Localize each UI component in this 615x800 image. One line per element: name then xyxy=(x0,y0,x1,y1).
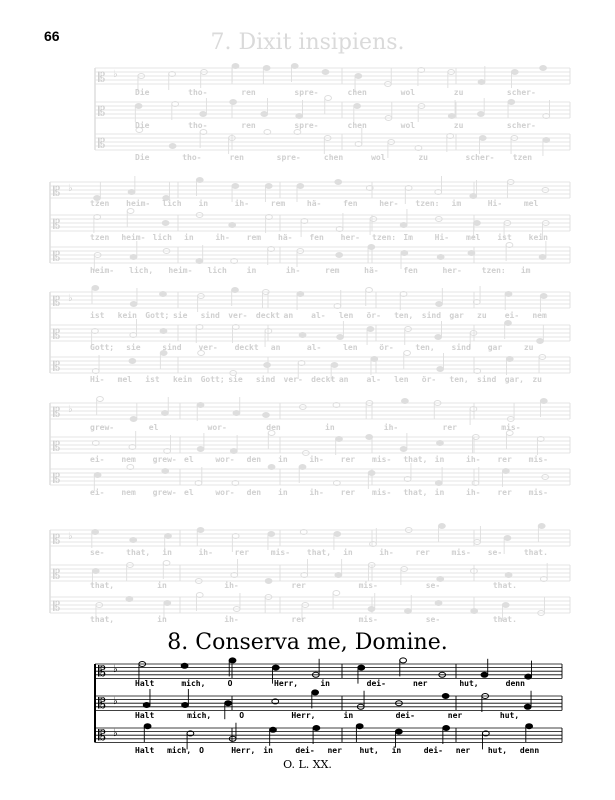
lyric-syllable: tzen: xyxy=(372,233,397,242)
lyric-syllable: mis- xyxy=(528,488,548,497)
lyric-syllable: tzen xyxy=(512,153,533,162)
lyric-syllable: rer xyxy=(340,455,356,464)
lyric-syllable: rer xyxy=(340,488,356,497)
lyric-syllable: sie xyxy=(228,375,243,384)
lyric-syllable: ih- xyxy=(309,488,324,497)
lyric-syllable: Halt xyxy=(135,711,155,720)
note-head xyxy=(395,729,402,734)
lyric-syllable: spre- xyxy=(276,153,301,162)
lyric-syllable: sie xyxy=(126,343,141,352)
lyric-syllable: ner xyxy=(327,746,342,755)
lyric-syllable: that. xyxy=(492,615,517,624)
lyric-syllable: mis- xyxy=(501,423,521,432)
lyric-syllable: tzen: xyxy=(415,199,440,208)
lyric-syllable: in xyxy=(263,746,273,755)
lyric-syllable: in xyxy=(278,455,288,464)
lyric-syllable: Im xyxy=(403,233,413,242)
lyric-syllable: in xyxy=(184,233,194,242)
lyric-syllable: len xyxy=(394,375,409,384)
lyric-syllable: Halt xyxy=(135,679,155,688)
lyric-syllable: her- xyxy=(340,233,360,242)
c-clef-icon: 𝄡 xyxy=(53,567,61,583)
lyric-syllable: ih- xyxy=(215,233,230,242)
lyric-syllable: that, xyxy=(306,548,332,557)
lyric-syllable: ren xyxy=(241,121,256,130)
lyric-syllable: sind xyxy=(451,343,471,352)
note-head xyxy=(225,701,232,706)
flat-key-icon: ♭ xyxy=(68,530,73,542)
lyric-syllable: se- xyxy=(425,615,441,624)
lyric-syllable: ist xyxy=(145,375,160,384)
lyric-syllable: sind xyxy=(200,311,220,320)
lyric-syllable: ver- xyxy=(198,343,218,352)
lyric-syllable: ih- xyxy=(309,455,324,464)
lyric-syllable: rer xyxy=(291,615,306,624)
note-head xyxy=(443,726,450,731)
c-clef-icon: 𝄡 xyxy=(98,664,106,681)
lyric-syllable: wol xyxy=(371,153,386,162)
lyric-syllable: ih- xyxy=(224,615,239,624)
lyric-syllable: sind xyxy=(421,311,442,320)
lyric-syllable: mis- xyxy=(528,455,548,464)
lyric-syllable: that. xyxy=(523,548,548,557)
lyric-syllable: rem xyxy=(325,266,340,275)
lyric-syllable: Die xyxy=(135,121,150,130)
lyric-syllable: lich xyxy=(152,233,172,242)
c-clef-icon: 𝄡 xyxy=(53,471,61,487)
lyric-syllable: denn xyxy=(505,679,525,688)
c-clef-icon: 𝄡 xyxy=(53,532,61,548)
lyric-syllable: grew- xyxy=(152,455,177,464)
note-head xyxy=(356,724,363,729)
lyric-syllable: zu xyxy=(453,121,464,130)
lyric-syllable: mich, xyxy=(187,711,212,720)
lyric-syllable: rem xyxy=(246,233,262,242)
lyric-syllable: mis- xyxy=(451,548,471,557)
lyric-syllable: mis- xyxy=(270,548,291,557)
lyric-syllable: tho- xyxy=(188,121,208,130)
lyric-syllable: grew- xyxy=(90,423,115,432)
c-clef-icon: 𝄡 xyxy=(98,728,106,745)
piece-8-title: 8. Conserva me, Domine. xyxy=(167,630,448,655)
c-clef-icon: 𝄡 xyxy=(98,136,106,152)
lyric-syllable: dei- xyxy=(295,746,315,755)
lyric-syllable: ei- xyxy=(504,311,520,320)
lyric-syllable: mich, xyxy=(181,679,206,688)
lyric-syllable: zu xyxy=(523,343,534,352)
lyric-syllable: el xyxy=(184,455,194,464)
lyric-syllable: fen xyxy=(403,266,418,275)
lyric-syllable: den xyxy=(246,455,262,464)
lyric-syllable: hä- xyxy=(306,199,322,208)
lyric-syllable: tho- xyxy=(188,88,208,97)
lyric-syllable: Hi- xyxy=(434,233,450,242)
lyric-syllable: spre- xyxy=(294,88,319,97)
lyric-syllable: deckt xyxy=(311,375,336,384)
flat-key-icon: ♭ xyxy=(113,68,118,80)
lyric-syllable: wol xyxy=(400,88,416,97)
lyric-syllable: O xyxy=(227,679,233,688)
lyric-syllable: O xyxy=(199,746,204,755)
lyric-syllable: al- xyxy=(306,343,322,352)
lyric-syllable: in xyxy=(320,679,330,688)
lyric-syllable: Die xyxy=(135,88,150,97)
lyric-syllable: her- xyxy=(442,266,462,275)
lyric-syllable: hut, xyxy=(359,746,379,755)
c-clef-icon: 𝄡 xyxy=(53,327,61,343)
lyric-syllable: zu xyxy=(532,375,542,384)
lyric-syllable: chen xyxy=(347,121,367,130)
lyric-syllable: kein xyxy=(528,233,548,242)
lyric-syllable: that, xyxy=(403,488,428,497)
lyric-syllable: fen xyxy=(343,199,358,208)
lyric-syllable: zu xyxy=(453,88,464,97)
lyric-syllable: ör- xyxy=(366,311,381,320)
lyric-syllable: ist xyxy=(90,311,105,320)
lyric-syllable: den xyxy=(266,423,281,432)
lyric-syllable: ver- xyxy=(283,375,303,384)
c-clef-icon: 𝄡 xyxy=(53,405,61,421)
lyric-syllable: in xyxy=(157,615,167,624)
lyric-syllable: Hi- xyxy=(487,199,503,208)
lyric-syllable: rer xyxy=(415,548,430,557)
lyric-syllable: ist xyxy=(497,233,512,242)
lyric-syllable: an xyxy=(283,311,294,320)
lyric-syllable: in xyxy=(198,199,209,208)
lyric-syllable: sind xyxy=(477,375,497,384)
c-clef-icon: 𝄡 xyxy=(53,439,61,455)
piece-7-title: 7. Dixit insipiens. xyxy=(210,30,405,55)
flat-key-icon: ♭ xyxy=(113,727,118,739)
lyric-syllable: Die xyxy=(135,153,150,162)
lyric-syllable: ren xyxy=(241,88,256,97)
lyric-syllable: tzen xyxy=(90,233,110,242)
lyric-syllable: rer xyxy=(291,581,306,590)
lyric-syllable: fen xyxy=(309,233,324,242)
lyric-syllable: rer xyxy=(442,423,457,432)
c-clef-icon: 𝄡 xyxy=(53,249,61,265)
lyric-syllable: Gott; xyxy=(145,311,170,320)
lyric-syllable: gar, xyxy=(504,375,524,384)
lyric-syllable: ten, xyxy=(415,343,435,352)
lyric-syllable: in xyxy=(162,548,172,557)
lyric-syllable: in xyxy=(391,746,402,755)
note-head xyxy=(182,703,189,708)
lyric-syllable: ör- xyxy=(379,343,394,352)
lyric-syllable: ten, xyxy=(394,311,414,320)
lyric-syllable: that, xyxy=(126,548,151,557)
flat-key-icon: ♭ xyxy=(113,663,118,675)
lyric-syllable: that, xyxy=(403,455,428,464)
lyric-syllable: rer xyxy=(234,548,250,557)
lyric-syllable: in xyxy=(434,488,445,497)
lyric-syllable: Gott; xyxy=(200,375,225,384)
lyric-syllable: ih- xyxy=(383,423,399,432)
note-head xyxy=(358,665,365,670)
lyric-syllable: heim- xyxy=(90,266,115,275)
lyric-syllable: rer xyxy=(497,488,512,497)
lyric-syllable: hut, xyxy=(459,679,479,688)
lyric-syllable: ih- xyxy=(224,581,239,590)
lyric-syllable: in xyxy=(246,266,257,275)
lyric-syllable: wol xyxy=(400,121,416,130)
note-head xyxy=(400,658,407,663)
lyric-syllable: grew- xyxy=(152,488,177,497)
lyric-syllable: Herr, xyxy=(291,711,316,720)
lyric-syllable: nem xyxy=(121,488,136,497)
lyric-syllable: im xyxy=(451,199,462,208)
lyric-syllable: nem xyxy=(532,311,547,320)
lyric-syllable: deckt xyxy=(255,311,280,320)
lyric-syllable: hä- xyxy=(278,233,293,242)
c-clef-icon: 𝄡 xyxy=(98,104,106,120)
lyric-syllable: denn xyxy=(519,746,540,755)
lyric-syllable: kein xyxy=(172,375,193,384)
lyric-syllable: len xyxy=(338,311,354,320)
lyric-syllable: ner xyxy=(447,711,463,720)
lyric-syllable: in xyxy=(278,488,288,497)
lyric-syllable: ih- xyxy=(198,548,213,557)
lyric-syllable: im xyxy=(520,266,531,275)
flat-key-icon: ♭ xyxy=(68,403,73,415)
lyric-syllable: gar xyxy=(487,343,503,352)
c-clef-icon: 𝄡 xyxy=(98,696,106,713)
lyric-syllable: hä- xyxy=(364,266,379,275)
lyric-syllable: chen xyxy=(347,88,367,97)
lyric-syllable: el xyxy=(184,488,194,497)
flat-key-icon: ♭ xyxy=(113,695,118,707)
page-number: 66 xyxy=(44,28,60,44)
lyric-syllable: in xyxy=(343,548,353,557)
lyric-syllable: ten, xyxy=(449,375,469,384)
lyric-syllable: sind xyxy=(162,343,182,352)
lyric-syllable: that. xyxy=(492,581,517,590)
lyric-syllable: ei- xyxy=(90,455,105,464)
lyric-syllable: that, xyxy=(90,581,115,590)
lyric-syllable: mis- xyxy=(372,455,392,464)
lyric-syllable: sind xyxy=(255,375,276,384)
lyric-syllable: hut, xyxy=(487,746,508,755)
note-head xyxy=(229,658,236,663)
note-head xyxy=(525,674,532,679)
note-head xyxy=(181,663,188,668)
lyric-syllable: in xyxy=(157,581,167,590)
lyric-syllable: ren xyxy=(229,153,244,162)
lyric-syllable: ner xyxy=(413,679,428,688)
note-head xyxy=(143,703,150,708)
lyric-syllable: len xyxy=(343,343,358,352)
lyric-syllable: gar xyxy=(449,311,464,320)
lyric-syllable: lich xyxy=(207,266,227,275)
lyric-syllable: Herr, xyxy=(231,746,256,755)
lyric-syllable: hut, xyxy=(499,711,520,720)
lyric-syllable: el xyxy=(148,423,159,432)
note-head xyxy=(312,690,319,695)
lyric-syllable: kein xyxy=(117,311,137,320)
lyric-syllable: dei- xyxy=(423,746,443,755)
note-head xyxy=(442,694,449,699)
lyric-syllable: an xyxy=(270,343,281,352)
c-clef-icon: 𝄡 xyxy=(53,599,61,615)
lyric-syllable: rer xyxy=(497,455,512,464)
lyric-syllable: tho- xyxy=(182,153,202,162)
lyric-syllable: ör- xyxy=(421,375,437,384)
lyric-syllable: mel xyxy=(117,375,133,384)
lyric-syllable: her- xyxy=(379,199,399,208)
c-clef-icon: 𝄡 xyxy=(98,70,106,86)
flat-key-icon: ♭ xyxy=(68,292,73,304)
lyric-syllable: in xyxy=(434,455,445,464)
lyric-syllable: scher- xyxy=(465,153,495,162)
lyric-syllable: rem xyxy=(270,199,286,208)
lyric-syllable: ver- xyxy=(228,311,248,320)
lyric-syllable: sie xyxy=(172,311,188,320)
lyric-syllable: se- xyxy=(90,548,105,557)
lyric-syllable: dei- xyxy=(395,711,415,720)
lyric-syllable: se- xyxy=(425,581,441,590)
lyric-syllable: heim- xyxy=(121,233,146,242)
lyric-syllable: Halt xyxy=(135,746,155,755)
lyric-syllable: heim- xyxy=(126,199,151,208)
note-head xyxy=(524,704,531,709)
lyric-syllable: in xyxy=(343,711,354,720)
lyric-syllable: scher- xyxy=(506,88,536,97)
lyric-syllable: wor- xyxy=(215,455,235,464)
c-clef-icon: 𝄡 xyxy=(53,294,61,310)
c-clef-icon: 𝄡 xyxy=(53,359,61,375)
lyric-syllable: ei- xyxy=(90,488,105,497)
lyric-syllable: al- xyxy=(311,311,326,320)
lyric-syllable: O xyxy=(239,711,245,720)
lyric-syllable: zu xyxy=(477,311,487,320)
note-head xyxy=(481,672,488,677)
lyric-syllable: dei- xyxy=(366,679,386,688)
lyric-syllable: mel xyxy=(466,233,481,242)
note-head xyxy=(526,724,533,729)
lyric-syllable: that, xyxy=(90,615,115,624)
footer-reference: O. L. XX. xyxy=(283,758,332,771)
c-clef-icon: 𝄡 xyxy=(53,184,61,200)
lyric-syllable: in xyxy=(325,423,335,432)
lyric-syllable: den xyxy=(246,488,262,497)
lyric-syllable: al- xyxy=(366,375,381,384)
lyric-syllable: ih- xyxy=(379,548,394,557)
lyric-syllable: Hi- xyxy=(90,375,105,384)
lyric-syllable: ih- xyxy=(466,455,481,464)
lyric-syllable: mis- xyxy=(358,615,378,624)
lyric-syllable: ih- xyxy=(466,488,481,497)
lyric-syllable: tzen xyxy=(90,199,110,208)
lyric-syllable: ih- xyxy=(234,199,250,208)
lyric-syllable: mis- xyxy=(358,581,378,590)
lyric-syllable: chen xyxy=(323,153,344,162)
flat-key-icon: ♭ xyxy=(68,182,73,194)
lyric-syllable: scher- xyxy=(506,121,536,130)
lyric-syllable: tzen: xyxy=(481,266,506,275)
lyric-syllable: an xyxy=(338,375,349,384)
lyric-syllable: mis- xyxy=(372,488,392,497)
lyric-syllable: deckt xyxy=(234,343,259,352)
lyric-syllable: mich, xyxy=(167,746,192,755)
lyric-syllable: mel xyxy=(523,199,539,208)
lyric-syllable: ner xyxy=(455,746,471,755)
c-clef-icon: 𝄡 xyxy=(53,217,61,233)
lyric-syllable: nem xyxy=(121,455,136,464)
lyric-syllable: lich xyxy=(162,199,182,208)
lyric-syllable: Herr, xyxy=(274,679,299,688)
lyric-syllable: heim- xyxy=(168,266,193,275)
lyric-syllable: se- xyxy=(487,548,503,557)
lyric-syllable: spre- xyxy=(294,121,319,130)
lyric-syllable: Gott; xyxy=(90,343,115,352)
note-head xyxy=(144,724,151,729)
note-head xyxy=(313,726,320,731)
lyric-syllable: lich, xyxy=(129,266,154,275)
lyric-syllable: zu xyxy=(418,153,428,162)
note-head xyxy=(270,727,277,732)
lyric-syllable: wor- xyxy=(215,488,235,497)
lyric-syllable: wor- xyxy=(207,423,227,432)
lyric-syllable: ih- xyxy=(285,266,301,275)
note-head xyxy=(272,665,279,670)
